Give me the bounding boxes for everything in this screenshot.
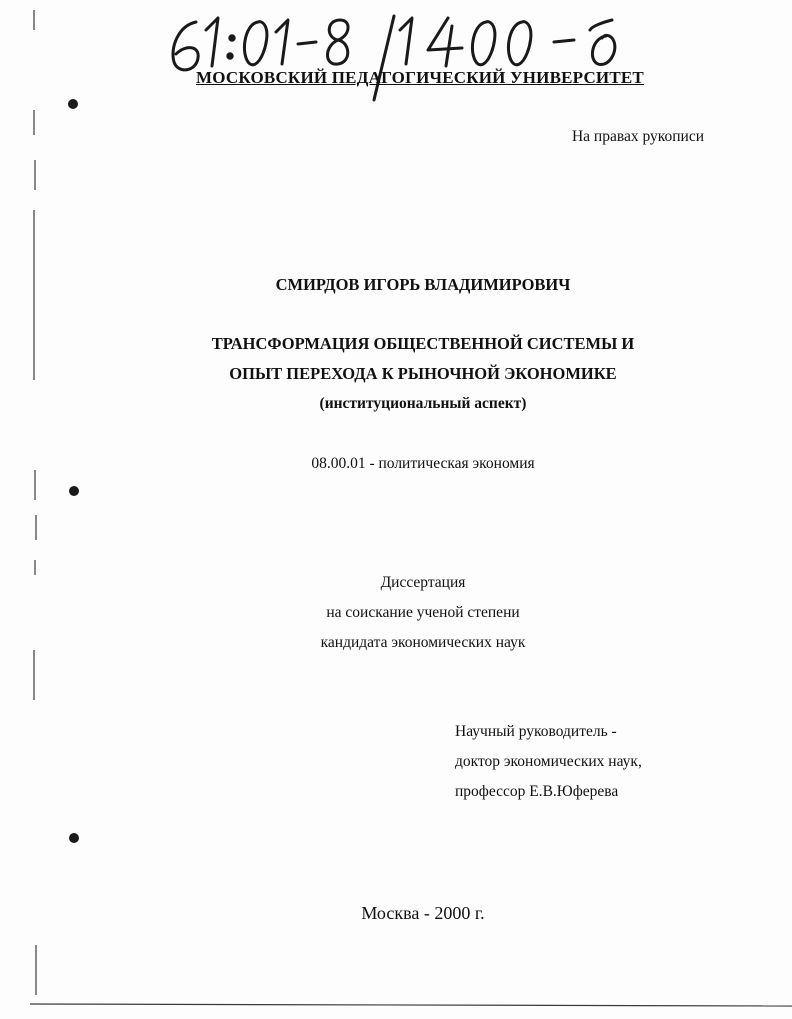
rights-note: На правах рукописи xyxy=(571,128,704,145)
city-year: Москва - 2000 г. xyxy=(361,903,485,923)
dissertation-line-3: кандидата экономических наук xyxy=(320,634,526,651)
advisor-line-2: доктор экономических наук, xyxy=(455,753,642,770)
dissertation-line-2: на соискание ученой степени xyxy=(326,604,520,621)
subtitle: (институциональный аспект) xyxy=(319,395,527,412)
specialty-code: 08.00.01 - политическая экономия xyxy=(311,455,535,472)
dissertation-line-1: Диссертация xyxy=(380,574,466,591)
advisor-line-3: профессор Е.В.Юферева xyxy=(455,783,619,800)
university-name: МОСКОВСКИЙ ПЕДАГОГИЧЕСКИЙ УНИВЕРСИТЕТ xyxy=(196,68,644,87)
author-name: СМИРДОВ ИГОРЬ ВЛАДИМИРОВИЧ xyxy=(275,275,571,294)
title-line-2: ОПЫТ ПЕРЕХОДА К РЫНОЧНОЙ ЭКОНОМИКЕ xyxy=(229,364,617,383)
advisor-line-1: Научный руководитель - xyxy=(455,723,617,740)
title-line-1: ТРАНСФОРМАЦИЯ ОБЩЕСТВЕННОЙ СИСТЕМЫ И xyxy=(211,334,635,353)
handwritten-catalog-number xyxy=(0,0,792,110)
